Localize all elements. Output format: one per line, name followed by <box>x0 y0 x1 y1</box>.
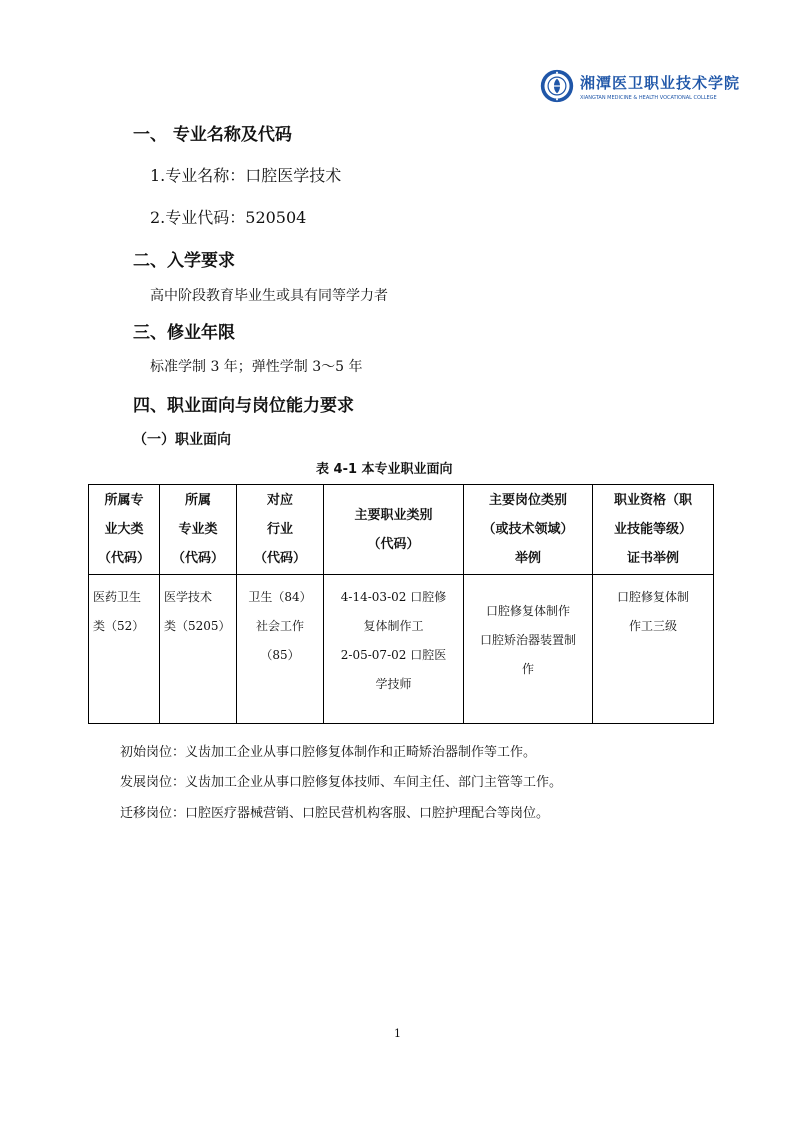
development-position: 发展岗位：义齿加工企业从事口腔修复体技师、车间主任、部门主管等工作。 <box>120 775 563 790</box>
college-emblem-icon <box>540 65 574 107</box>
table-cell: 4-14-03-02 口腔修 复体制作工 2-05-07-02 口腔医 学技师 <box>324 575 464 724</box>
page-number: 1 <box>394 1027 401 1040</box>
major-name: 1.专业名称：口腔医学技术 <box>150 166 342 185</box>
table-cell: 口腔修复体制作 口腔矫治器装置制 作 <box>464 575 593 724</box>
subsection-title: （一）职业面向 <box>133 432 231 448</box>
table-cell: 医学技术 类（5205） <box>160 575 237 724</box>
college-logo <box>540 64 740 108</box>
table-header-cell: 所属专 业大类 （代码） <box>89 485 160 575</box>
section-4-title: 四、职业面向与岗位能力要求 <box>133 396 354 416</box>
table-caption: 表 4-1 本专业职业面向 <box>316 462 453 477</box>
section-1-title: 一、 专业名称及代码 <box>133 125 292 145</box>
section-3-title: 三、修业年限 <box>133 323 235 343</box>
table-header-cell: 主要岗位类别 （或技术领域） 举例 <box>464 485 593 575</box>
table-row <box>89 575 714 724</box>
section-2-title: 二、入学要求 <box>133 251 235 271</box>
table-cell: 医药卫生 类（52） <box>89 575 160 724</box>
college-name-en: XIANGTAN MEDICINE & HEALTH VOCATIONAL COLLEGE <box>579 94 717 101</box>
table-cell: 口腔修复体制 作工三级 <box>593 575 714 724</box>
college-name-cn: 湘潭医卫职业技术学院 <box>579 73 740 92</box>
table-header-cell: 主要职业类别 （代码） <box>324 485 464 575</box>
table-header-cell: 所属 专业类 （代码） <box>160 485 237 575</box>
table-header-cell: 对应 行业 （代码） <box>237 485 324 575</box>
table-header-row <box>89 485 714 575</box>
table-header-cell: 职业资格（职 业技能等级） 证书举例 <box>593 485 714 575</box>
admission-requirement: 高中阶段教育毕业生或具有同等学力者 <box>150 288 388 304</box>
table-cell: 卫生（84） 社会工作 （85） <box>237 575 324 724</box>
initial-position: 初始岗位：义齿加工企业从事口腔修复体制作和正畸矫治器制作等工作。 <box>120 745 537 760</box>
major-code: 2.专业代码：520504 <box>150 208 307 227</box>
study-duration: 标准学制 3 年；弹性学制 3～5 年 <box>150 359 363 375</box>
transfer-position: 迁移岗位：口腔医疗器械营销、口腔民营机构客服、口腔护理配合等岗位。 <box>120 806 550 821</box>
career-orientation-table <box>88 484 714 724</box>
